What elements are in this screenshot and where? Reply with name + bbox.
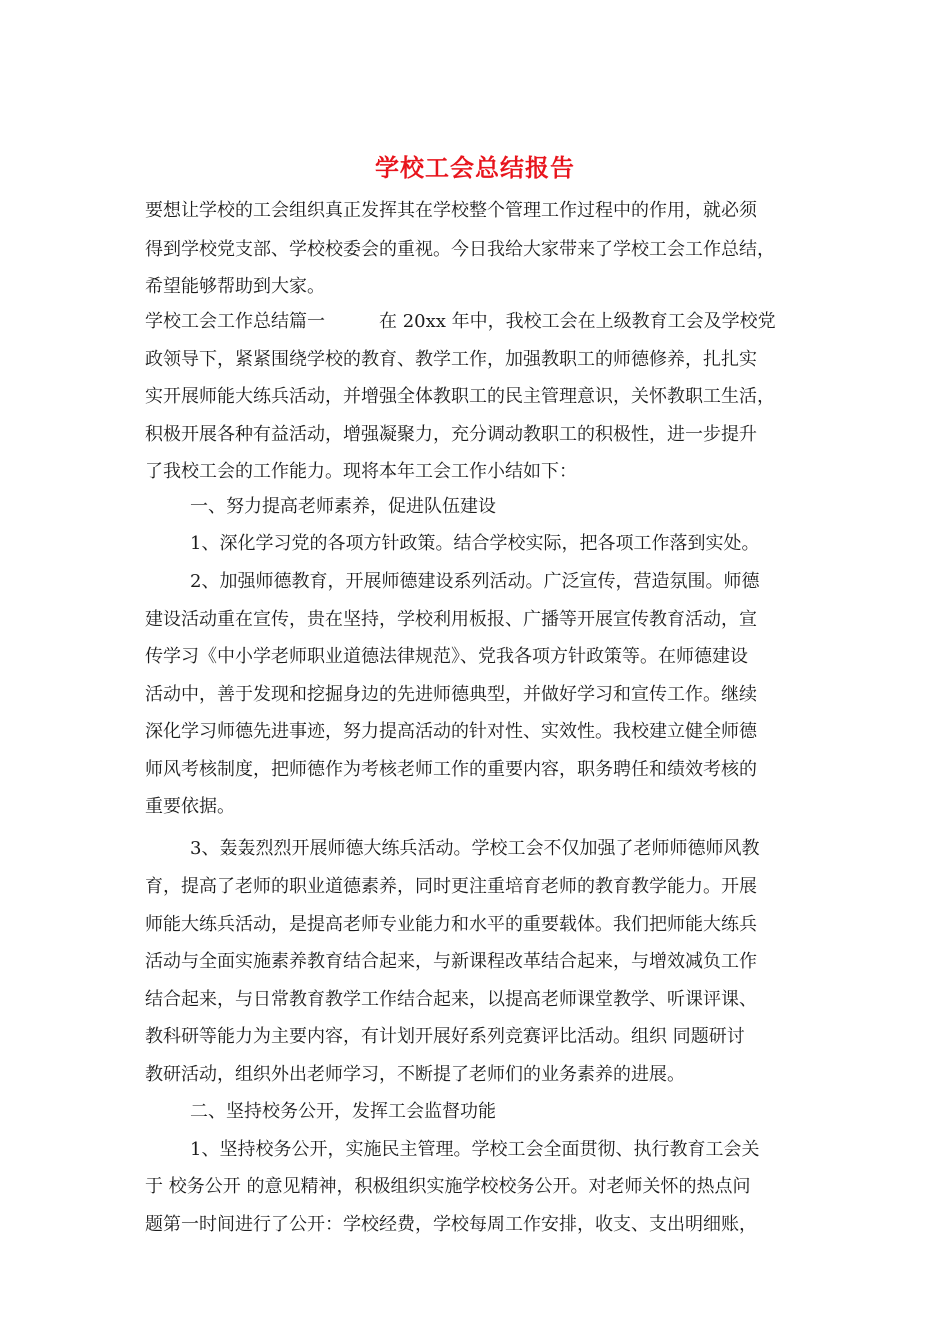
text-line: 结合起来，与日常教育教学工作结合起来，以提高老师课堂教学、听课评课、 bbox=[145, 989, 757, 1010]
text-line: 希望能够帮助到大家。 bbox=[145, 276, 325, 297]
section-heading: 二、坚持校务公开，发挥工会监督功能 bbox=[190, 1101, 496, 1122]
document-title: 学校工会总结报告 bbox=[375, 153, 575, 182]
text-line: 实开展师能大练兵活动，并增强全体教职工的民主管理意识，关怀教职工生活， bbox=[145, 386, 775, 407]
text-line: 政领导下，紧紧围绕学校的教育、教学工作，加强教职工的师德修养，扎扎实 bbox=[145, 349, 757, 370]
text-line: 深化学习师德先进事迹，努力提高活动的针对性、实效性。我校建立健全师德 bbox=[145, 721, 757, 742]
text-line: 于 校务公开 的意见精神，积极组织实施学校校务公开。对老师关怀的热点问 bbox=[145, 1176, 751, 1197]
text-line: 重要依据。 bbox=[145, 796, 235, 817]
text-line: 2、加强师德教育，开展师德建设系列活动。广泛宣传，营造氛围。师德 bbox=[190, 571, 760, 592]
text-line: 育，提高了老师的职业道德素养，同时更注重培育老师的教育教学能力。开展 bbox=[145, 876, 757, 897]
text-line: 学校工会工作总结篇一 在 20xx 年中，我校工会在上级教育工会及学校党 bbox=[145, 311, 776, 332]
text-line: 1、深化学习党的各项方针政策。结合学校实际，把各项工作落到实处。 bbox=[190, 533, 760, 554]
section-heading: 一、努力提高老师素养，促进队伍建设 bbox=[190, 496, 496, 517]
text-line: 1、坚持校务公开，实施民主管理。学校工会全面贯彻、执行教育工会关 bbox=[190, 1139, 760, 1160]
text-line: 教科研等能力为主要内容，有计划开展好系列竞赛评比活动。组织 同题研讨 bbox=[145, 1026, 745, 1047]
text-line: 师能大练兵活动，是提高老师专业能力和水平的重要载体。我们把师能大练兵 bbox=[145, 914, 757, 935]
text-line: 建设活动重在宣传，贵在坚持，学校利用板报、广播等开展宣传教育活动，宣 bbox=[145, 609, 757, 630]
text-line: 活动中，善于发现和挖掘身边的先进师德典型，并做好学习和宣传工作。继续 bbox=[145, 684, 757, 705]
text-line: 题第一时间进行了公开：学校经费，学校每周工作安排，收支、支出明细账， bbox=[145, 1214, 757, 1235]
text-line: 得到学校党支部、学校校委会的重视。今日我给大家带来了学校工会工作总结， bbox=[145, 239, 775, 260]
text-line: 了我校工会的工作能力。现将本年工会工作小结如下： bbox=[145, 461, 577, 482]
text-line: 传学习《中小学老师职业道德法律规范》、党我各项方针政策等。在师德建设 bbox=[145, 646, 748, 667]
text-line: 活动与全面实施素养教育结合起来，与新课程改革结合起来，与增效减负工作 bbox=[145, 951, 757, 972]
text-line: 要想让学校的工会组织真正发挥其在学校整个管理工作过程中的作用，就必须 bbox=[145, 200, 757, 221]
text-line: 积极开展各种有益活动，增强凝聚力，充分调动教职工的积极性，进一步提升 bbox=[145, 424, 757, 445]
text-line: 3、轰轰烈烈开展师德大练兵活动。学校工会不仅加强了老师师德师风教 bbox=[190, 838, 760, 859]
text-line: 教研活动，组织外出老师学习，不断提了老师们的业务素养的进展。 bbox=[145, 1064, 685, 1085]
text-line: 师风考核制度，把师德作为考核老师工作的重要内容，职务聘任和绩效考核的 bbox=[145, 759, 757, 780]
